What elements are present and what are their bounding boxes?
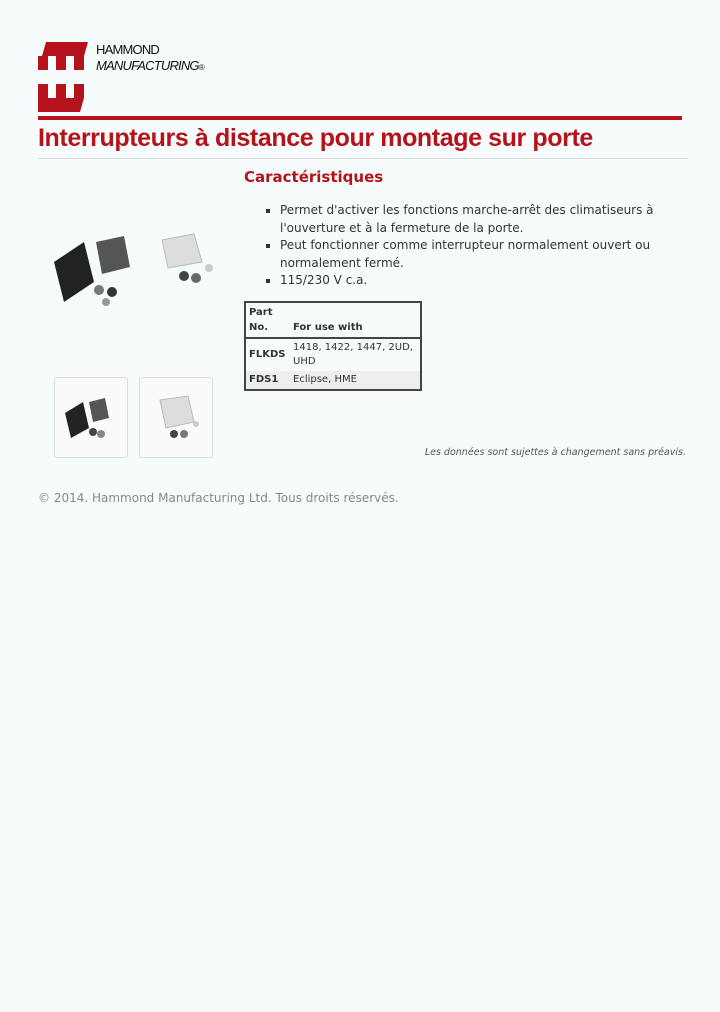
feature-item: ▪ Permet d'activer les fonctions marche-arrêt des climatiseurs à l'ouverture et à la fermeture de la porte.	[280, 202, 660, 237]
feature-item: ▪ Peut fonctionner comme interrupteur normalement ouvert ou normalement fermé.	[280, 237, 660, 272]
hammond-logo	[38, 42, 218, 112]
hammond-logo-mark-icon	[38, 42, 88, 112]
page-title: Interrupteurs à distance pour montage sur porte	[38, 124, 593, 152]
parts-table	[244, 301, 422, 391]
registered-mark: ®	[198, 63, 204, 72]
part-number: FLKDS	[249, 349, 286, 360]
header-part-no: Part No.	[249, 307, 273, 333]
compatible-models: 1418, 1422, 1447, 2UD, UHD	[293, 342, 413, 367]
copyright-footer: © 2014. Hammond Manufacturing Ltd. Tous droits réservés.	[38, 491, 399, 505]
features-list	[262, 202, 660, 290]
compatible-models: Eclipse, HME	[293, 374, 357, 385]
thumbnail-black-switch[interactable]	[54, 377, 128, 458]
logo-text-line1: HAMMOND	[96, 42, 160, 57]
header-divider	[38, 116, 682, 120]
disclaimer: Les données sont sujettes à changement sans préavis.	[424, 447, 686, 458]
features-heading: Caractéristiques	[244, 168, 384, 186]
table-row	[245, 338, 421, 371]
table-row	[245, 371, 421, 390]
feature-item: ▪ 115/230 V c.a.	[280, 272, 660, 290]
title-rule	[38, 158, 688, 159]
part-number: FDS1	[249, 374, 279, 385]
product-image	[44, 222, 229, 312]
header-for-use-with: For use with	[293, 322, 363, 333]
logo-text-line2: MANUFACTURING	[96, 58, 199, 73]
thumbnail-white-switch[interactable]	[139, 377, 213, 458]
